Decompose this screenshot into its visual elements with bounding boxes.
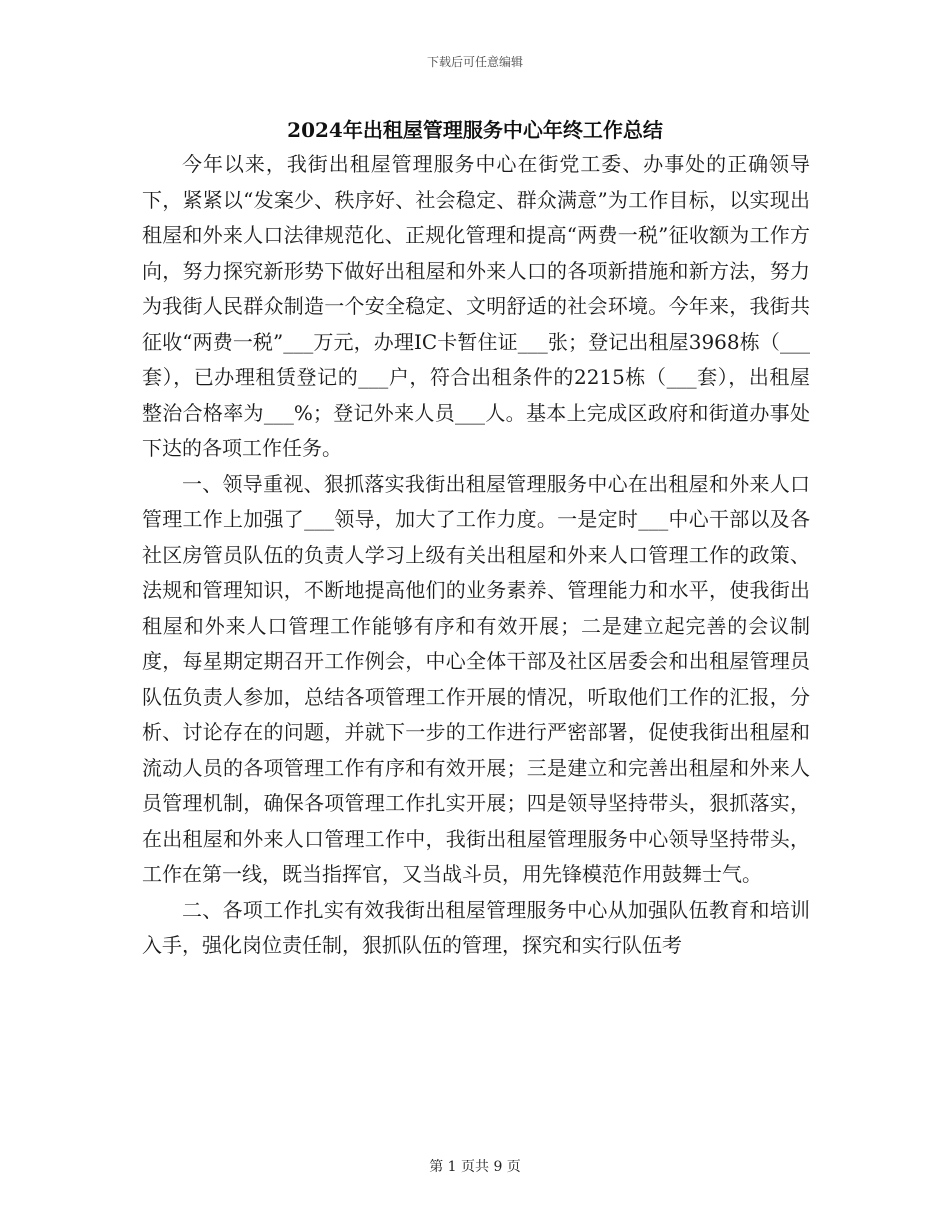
paragraph-intro: 今年以来，我街出租屋管理服务中心在街党工委、办事处的正确领导下，紧紧以“发案少、秩序好、社会稳定、群众满意”为工作目标，以实现出租屋和外来人口法律规范化、正规化管理和提高“两费一税”征收额为工作方向，努力探究新形势下做好出租屋和外来人口的各项新措施和新方法，努力为我街人民群众制造一个安全稳定、文明舒适的社会环境。今年来，我街共征收“两费一税”___万元，办理IC卡暂住证___张；登记出租屋3968栋（___套），已办理租赁登记的___户，符合出租条件的2215栋（___套），出租屋整治合格率为___%；登记外来人员___人。基本上完成区政府和街道办事处下达的各项工作任务。 — [142, 152, 810, 460]
page-number: 第 1 页共 9 页 — [429, 1159, 521, 1175]
paragraph-section-2: 二、各项工作扎实有效我街出租屋管理服务中心从加强队伍教育和培训入手，强化岗位责任制，狠抓队伍的管理，探究和实行队伍考 — [142, 897, 810, 957]
document-body — [142, 147, 810, 964]
header-note: 下载后可任意编辑 — [426, 55, 523, 69]
document-title: 2024年出租屋管理服务中心年终工作总结 — [287, 118, 663, 142]
paragraph-section-1: 一、领导重视、狠抓落实我街出租屋管理服务中心在出租屋和外来人口管理工作上加强了___领导，加大了工作力度。一是定时___中心干部以及各社区房管员队伍的负责人学习上级有关出租屋和外来人口管理工作的政策、法规和管理知识，不断地提高他们的业务素养、管理能力和水平，使我街出租屋和外来人口管理工作能够有序和有效开展；二是建立起完善的会议制度，每星期定期召开工作例会，中心全体干部及社区居委会和出租屋管理员队伍负责人参加，总结各项管理工作开展的情况，听取他们工作的汇报，分析、讨论存在的问题，并就下一步的工作进行严密部署，促使我街出租屋和流动人员的各项管理工作有序和有效开展；三是建立和完善出租屋和外来人员管理机制，确保各项管理工作扎实开展；四是领导坚持带头，狠抓落实，在出租屋和外来人口管理工作中，我街出租屋管理服务中心领导坚持带头，工作在第一线，既当指挥官，又当战斗员，用先锋模范作用鼓舞士气。 — [142, 471, 810, 886]
